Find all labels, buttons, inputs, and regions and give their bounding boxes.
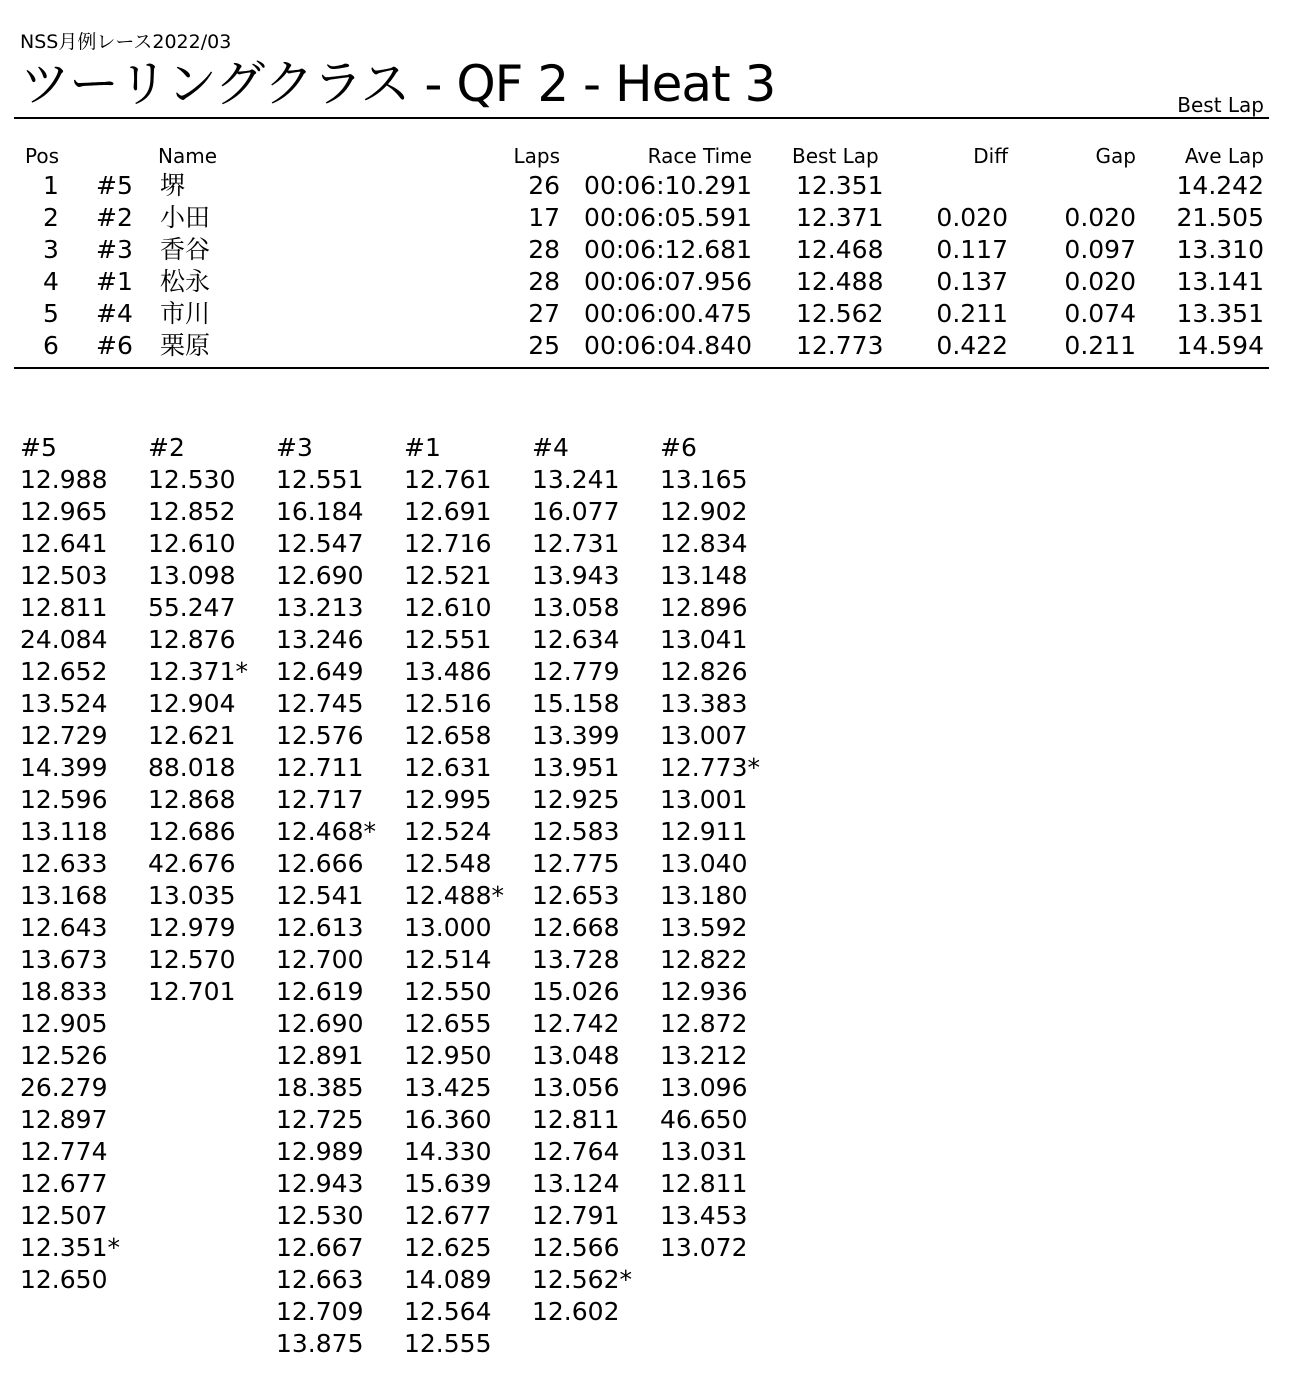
lap-time: 24.084: [20, 625, 108, 654]
lap-time: 12.667: [276, 1233, 364, 1262]
lap-time: 12.551: [276, 465, 364, 494]
lap-time: 13.875: [276, 1329, 364, 1358]
lap-column-car-number: #3: [276, 433, 313, 462]
lap-time: 13.524: [20, 689, 108, 718]
lap-time: 13.213: [276, 593, 364, 622]
lap-time: 12.530: [276, 1201, 364, 1230]
lap-column-car-number: #4: [532, 433, 569, 462]
lap-time: 14.089: [404, 1265, 492, 1294]
header-ave-lap: Ave Lap: [1184, 144, 1264, 168]
lap-times-block: [0, 432, 1296, 1372]
lap-time: 13.383: [660, 689, 748, 718]
lap-column: [148, 432, 276, 1008]
lap-time: 12.583: [532, 817, 620, 846]
best-lap-cell: 12.488: [796, 267, 884, 296]
lap-time: 13.212: [660, 1041, 748, 1070]
lap-time: 12.701: [148, 977, 236, 1006]
lap-time: 12.530: [148, 465, 236, 494]
ave-lap-cell: 13.351: [1176, 299, 1264, 328]
lap-time: 12.613: [276, 913, 364, 942]
ave-lap-cell: 13.310: [1176, 235, 1264, 264]
ave-lap-cell: 14.242: [1176, 171, 1264, 200]
lap-time: 13.453: [660, 1201, 748, 1230]
pos-cell: 5: [43, 299, 59, 328]
diff-cell: 0.137: [936, 267, 1008, 296]
lap-time: 13.168: [20, 881, 108, 910]
result-row: [0, 330, 1296, 362]
lap-time: 12.570: [148, 945, 236, 974]
lap-time: 13.728: [532, 945, 620, 974]
lap-time: 12.677: [20, 1169, 108, 1198]
lap-time: 12.566: [532, 1233, 620, 1262]
lap-time: 12.551: [404, 625, 492, 654]
lap-time: 12.649: [276, 657, 364, 686]
race-time-cell: 00:06:05.591: [584, 203, 752, 232]
lap-time: 12.902: [660, 497, 748, 526]
lap-time: 88.018: [148, 753, 236, 782]
lap-time: 13.486: [404, 657, 492, 686]
lap-time: 12.503: [20, 561, 108, 590]
lap-time: 13.040: [660, 849, 748, 878]
header-pos: Pos: [24, 144, 59, 168]
lap-time: 13.399: [532, 721, 620, 750]
lap-column: [276, 432, 404, 1360]
lap-column: [20, 432, 148, 1296]
laps-cell: 27: [528, 299, 560, 328]
top-rule: [14, 117, 1269, 119]
lap-time: 12.779: [532, 657, 620, 686]
lap-time: 13.031: [660, 1137, 748, 1166]
lap-time: 12.619: [276, 977, 364, 1006]
lap-time: 12.745: [276, 689, 364, 718]
diff-cell: 0.117: [936, 235, 1008, 264]
ave-lap-cell: 21.505: [1176, 203, 1264, 232]
lap-time: 12.658: [404, 721, 492, 750]
lap-time: 12.716: [404, 529, 492, 558]
lap-time: 12.602: [532, 1297, 620, 1326]
car-number-cell: #5: [96, 171, 133, 200]
race-time-cell: 00:06:12.681: [584, 235, 752, 264]
lap-time: 12.995: [404, 785, 492, 814]
lap-time: 12.668: [532, 913, 620, 942]
car-number-cell: #3: [96, 235, 133, 264]
lap-time: 13.001: [660, 785, 748, 814]
lap-time: 13.072: [660, 1233, 748, 1262]
lap-time: 13.007: [660, 721, 748, 750]
pos-cell: 4: [43, 267, 59, 296]
lap-time: 12.775: [532, 849, 620, 878]
lap-time: 13.592: [660, 913, 748, 942]
diff-cell: 0.020: [936, 203, 1008, 232]
lap-time: 12.371*: [148, 657, 248, 686]
lap-time: 12.610: [404, 593, 492, 622]
lap-time: 12.521: [404, 561, 492, 590]
lap-time: 12.547: [276, 529, 364, 558]
lap-time: 14.330: [404, 1137, 492, 1166]
lap-time: 16.184: [276, 497, 364, 526]
lap-column-car-number: #6: [660, 433, 697, 462]
lap-time: 12.700: [276, 945, 364, 974]
driver-name-cell: 小田: [160, 203, 211, 232]
diff-cell: 0.211: [936, 299, 1008, 328]
driver-name-cell: 市川: [160, 299, 211, 328]
lap-column: [660, 432, 788, 1264]
lap-time: 12.596: [20, 785, 108, 814]
header-race-time: Race Time: [647, 144, 752, 168]
lap-time: 12.826: [660, 657, 748, 686]
lap-time: 12.943: [276, 1169, 364, 1198]
lap-time: 13.041: [660, 625, 748, 654]
result-row: [0, 234, 1296, 266]
lap-time: 12.488*: [404, 881, 504, 910]
header-laps: Laps: [513, 144, 560, 168]
header-gap: Gap: [1095, 144, 1136, 168]
lap-time: 13.118: [20, 817, 108, 846]
lap-time: 12.904: [148, 689, 236, 718]
lap-time: 12.541: [276, 881, 364, 910]
lap-time: 26.279: [20, 1073, 108, 1102]
header-best-lap: Best Lap: [792, 144, 879, 168]
lap-time: 12.709: [276, 1297, 364, 1326]
lap-time: 12.468*: [276, 817, 376, 846]
ave-lap-cell: 14.594: [1176, 331, 1264, 360]
lap-time: 13.096: [660, 1073, 748, 1102]
lap-time: 12.655: [404, 1009, 492, 1038]
gap-cell: 0.211: [1064, 331, 1136, 360]
race-time-cell: 00:06:10.291: [584, 171, 752, 200]
lap-time: 12.764: [532, 1137, 620, 1166]
lap-column: [532, 432, 660, 1328]
result-row: [0, 298, 1296, 330]
lap-time: 15.158: [532, 689, 620, 718]
lap-column: [404, 432, 532, 1360]
lap-time: 12.897: [20, 1105, 108, 1134]
lap-time: 12.822: [660, 945, 748, 974]
driver-name-cell: 堺: [160, 171, 186, 200]
best-lap-cell: 12.371: [796, 203, 884, 232]
lap-time: 12.643: [20, 913, 108, 942]
lap-time: 13.058: [532, 593, 620, 622]
lap-time: 12.562*: [532, 1265, 632, 1294]
lap-time: 15.639: [404, 1169, 492, 1198]
lap-time: 12.911: [660, 817, 748, 846]
race-time-cell: 00:06:00.475: [584, 299, 752, 328]
lap-column-car-number: #2: [148, 433, 185, 462]
sort-label: Best Lap: [1177, 93, 1264, 117]
pos-cell: 2: [43, 203, 59, 232]
lap-time: 55.247: [148, 593, 236, 622]
race-time-cell: 00:06:07.956: [584, 267, 752, 296]
driver-name-cell: 松永: [160, 267, 211, 296]
lap-time: 13.165: [660, 465, 748, 494]
lap-time: 12.717: [276, 785, 364, 814]
lap-time: 12.351*: [20, 1233, 120, 1262]
lap-time: 12.690: [276, 561, 364, 590]
lap-time: 12.876: [148, 625, 236, 654]
lap-time: 12.690: [276, 1009, 364, 1038]
bottom-rule: [14, 367, 1269, 369]
lap-time: 16.077: [532, 497, 620, 526]
lap-time: 13.180: [660, 881, 748, 910]
car-number-cell: #1: [96, 267, 133, 296]
laps-cell: 28: [528, 267, 560, 296]
gap-cell: 0.020: [1064, 267, 1136, 296]
lap-time: 13.246: [276, 625, 364, 654]
report-title: ツーリングクラス - QF 2 - Heat 3: [20, 55, 776, 113]
laps-cell: 17: [528, 203, 560, 232]
lap-time: 13.951: [532, 753, 620, 782]
lap-time: 12.691: [404, 497, 492, 526]
lap-time: 18.385: [276, 1073, 364, 1102]
header-diff: Diff: [973, 144, 1008, 168]
lap-time: 12.742: [532, 1009, 620, 1038]
laps-cell: 28: [528, 235, 560, 264]
lap-column-car-number: #5: [20, 433, 57, 462]
driver-name-cell: 香谷: [160, 235, 211, 264]
pos-cell: 3: [43, 235, 59, 264]
lap-time: 12.564: [404, 1297, 492, 1326]
lap-time: 12.725: [276, 1105, 364, 1134]
lap-time: 12.550: [404, 977, 492, 1006]
lap-time: 12.711: [276, 753, 364, 782]
lap-time: 12.905: [20, 1009, 108, 1038]
car-number-cell: #6: [96, 331, 133, 360]
best-lap-cell: 12.351: [796, 171, 884, 200]
lap-time: 12.524: [404, 817, 492, 846]
lap-time: 18.833: [20, 977, 108, 1006]
result-row: [0, 202, 1296, 234]
lap-time: 12.811: [660, 1169, 748, 1198]
lap-time: 12.872: [660, 1009, 748, 1038]
lap-time: 12.555: [404, 1329, 492, 1358]
lap-time: 12.610: [148, 529, 236, 558]
driver-name-cell: 栗原: [160, 331, 211, 360]
lap-time: 12.979: [148, 913, 236, 942]
lap-time: 12.663: [276, 1265, 364, 1294]
lap-time: 16.360: [404, 1105, 492, 1134]
lap-time: 13.048: [532, 1041, 620, 1070]
car-number-cell: #4: [96, 299, 133, 328]
lap-time: 13.035: [148, 881, 236, 910]
result-row: [0, 170, 1296, 202]
lap-time: 12.731: [532, 529, 620, 558]
lap-time: 12.621: [148, 721, 236, 750]
lap-time: 12.666: [276, 849, 364, 878]
lap-time: 12.516: [404, 689, 492, 718]
lap-time: 13.056: [532, 1073, 620, 1102]
lap-time: 12.896: [660, 593, 748, 622]
report-subtitle: NSS月例レース2022/03: [20, 31, 232, 53]
lap-time: 13.673: [20, 945, 108, 974]
car-number-cell: #2: [96, 203, 133, 232]
result-row: [0, 266, 1296, 298]
lap-time: 12.677: [404, 1201, 492, 1230]
lap-time: 14.399: [20, 753, 108, 782]
lap-time: 13.148: [660, 561, 748, 590]
lap-time: 12.633: [20, 849, 108, 878]
lap-time: 46.650: [660, 1105, 748, 1134]
lap-time: 15.026: [532, 977, 620, 1006]
best-lap-cell: 12.468: [796, 235, 884, 264]
lap-time: 12.791: [532, 1201, 620, 1230]
lap-time: 12.507: [20, 1201, 108, 1230]
lap-time: 12.925: [532, 785, 620, 814]
lap-time: 12.965: [20, 497, 108, 526]
lap-time: 42.676: [148, 849, 236, 878]
lap-time: 12.641: [20, 529, 108, 558]
lap-time: 12.773*: [660, 753, 760, 782]
lap-time: 13.241: [532, 465, 620, 494]
gap-cell: 0.074: [1064, 299, 1136, 328]
lap-time: 12.761: [404, 465, 492, 494]
lap-time: 12.634: [532, 625, 620, 654]
pos-cell: 1: [43, 171, 59, 200]
lap-time: 12.950: [404, 1041, 492, 1070]
best-lap-cell: 12.562: [796, 299, 884, 328]
lap-time: 12.834: [660, 529, 748, 558]
lap-time: 12.652: [20, 657, 108, 686]
lap-time: 12.891: [276, 1041, 364, 1070]
lap-time: 12.729: [20, 721, 108, 750]
lap-time: 12.811: [532, 1105, 620, 1134]
lap-time: 13.425: [404, 1073, 492, 1102]
laps-cell: 26: [528, 171, 560, 200]
best-lap-cell: 12.773: [796, 331, 884, 360]
lap-time: 12.653: [532, 881, 620, 910]
header-name: Name: [158, 144, 218, 168]
lap-time: 12.650: [20, 1265, 108, 1294]
lap-time: 12.936: [660, 977, 748, 1006]
lap-time: 13.098: [148, 561, 236, 590]
lap-time: 12.811: [20, 593, 108, 622]
lap-time: 12.868: [148, 785, 236, 814]
lap-column-car-number: #1: [404, 433, 441, 462]
lap-time: 12.631: [404, 753, 492, 782]
lap-time: 13.124: [532, 1169, 620, 1198]
lap-time: 12.526: [20, 1041, 108, 1070]
lap-time: 13.943: [532, 561, 620, 590]
laps-cell: 25: [528, 331, 560, 360]
lap-time: 12.774: [20, 1137, 108, 1166]
lap-time: 12.852: [148, 497, 236, 526]
diff-cell: 0.422: [936, 331, 1008, 360]
lap-time: 13.000: [404, 913, 492, 942]
lap-time: 12.989: [276, 1137, 364, 1166]
lap-time: 12.576: [276, 721, 364, 750]
gap-cell: 0.097: [1064, 235, 1136, 264]
lap-time: 12.514: [404, 945, 492, 974]
lap-time: 12.548: [404, 849, 492, 878]
lap-time: 12.686: [148, 817, 236, 846]
race-time-cell: 00:06:04.840: [584, 331, 752, 360]
lap-time: 12.625: [404, 1233, 492, 1262]
lap-time: 12.988: [20, 465, 108, 494]
ave-lap-cell: 13.141: [1176, 267, 1264, 296]
pos-cell: 6: [43, 331, 59, 360]
gap-cell: 0.020: [1064, 203, 1136, 232]
